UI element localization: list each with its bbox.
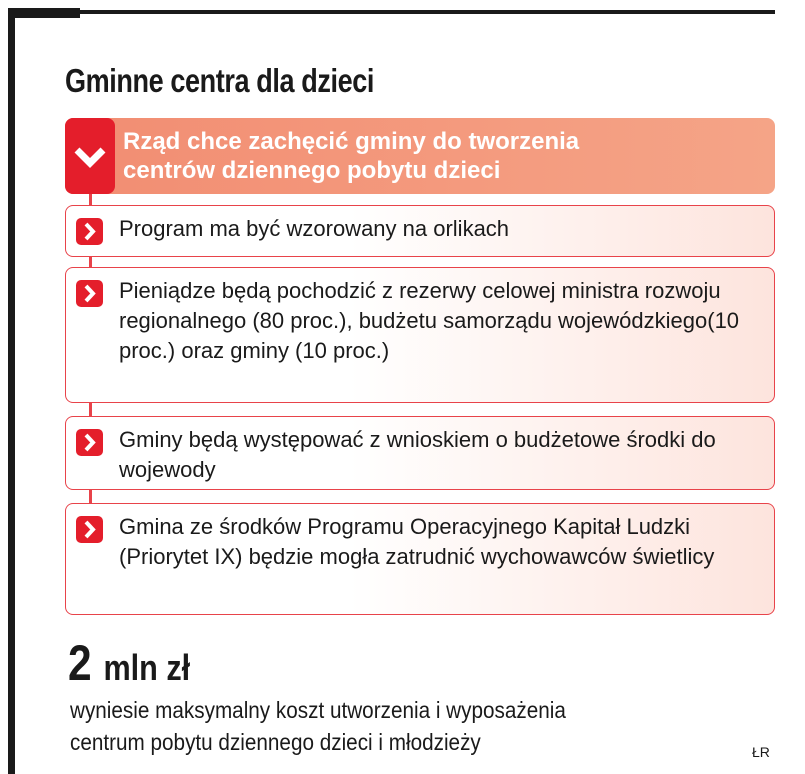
header-line-1: Rząd chce zachęcić gminy do tworzenia [123,128,580,155]
header-line-2: centrów dziennego pobytu dzieci [123,157,501,184]
author-credit: ŁR [752,744,770,760]
stat-line-2: centrum pobytu dziennego dzieci i młodzieży [70,729,481,755]
page-title: Gminne centra dla dzieci [65,62,374,99]
connector [89,490,92,504]
list-item [65,205,775,257]
stat-description [70,694,566,758]
stat-unit: mln zł [103,647,191,688]
stat-line-1: wyniesie maksymalny koszt utworzenia i wyposażenia [70,697,566,723]
stat-value [68,634,190,692]
list-item [65,267,775,403]
chevron-right-icon [76,280,103,307]
stat-number: 2 [68,635,92,691]
header-box [65,118,775,194]
frame-vertical-bar [8,8,15,774]
chevron-right-icon [76,516,103,543]
chevron-down-icon [65,118,115,194]
chevron-right-icon [76,429,103,456]
chevron-right-icon [76,218,103,245]
list-item-text: Pieniądze będą pochodzić z rezerwy celowej ministra rozwoju regionalnego (80 proc.), budżetu samorządu wojewódzkiego(10 proc.) oraz gminy (10 proc.) [119,278,740,363]
list-item-text: Program ma być wzorowany na orlikach [119,216,510,241]
list-item-text: Gmina ze środków Programu Operacyjnego Kapitał Ludzki (Priorytet IX) będzie mogła zatrudnić wychowawców świetlicy [119,514,715,569]
list-item [65,503,775,615]
list-item-text: Gminy będą występować z wnioskiem o budżetowe środki do wojewody [119,427,716,482]
connector [89,403,92,417]
list-item [65,416,775,490]
frame-top-line [8,10,775,14]
